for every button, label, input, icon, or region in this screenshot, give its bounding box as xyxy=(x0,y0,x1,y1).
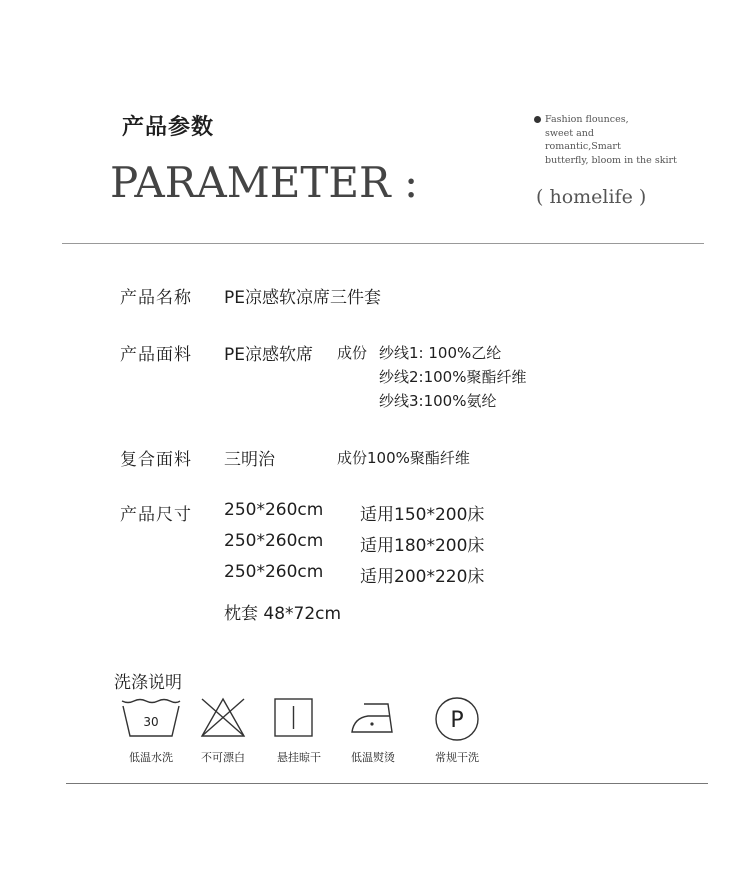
param-label-size: 产品尺寸 xyxy=(120,505,192,525)
page-title: 产品参数 xyxy=(122,115,215,140)
tagline-line: butterfly, bloom in the skirt xyxy=(545,154,677,166)
param-value-composite: 三明治 xyxy=(224,450,275,470)
param-value-name: PE凉感软凉席三件套 xyxy=(224,288,381,308)
bullet-dot-icon xyxy=(534,116,541,123)
size-value: 250*260cm xyxy=(224,500,324,520)
page-subtitle: PARAMETER : xyxy=(110,158,419,207)
care-label: 低温熨烫 xyxy=(351,751,395,764)
tagline-line: sweet and xyxy=(545,127,594,139)
divider xyxy=(62,243,704,244)
care-label: 悬挂晾干 xyxy=(277,751,321,764)
param-comp-label: 成份 xyxy=(337,344,368,362)
care-label: 低温水洗 xyxy=(129,751,173,764)
wash-temp: 30 xyxy=(143,715,159,729)
size-fit: 适用180*200床 xyxy=(360,536,485,556)
dry-clean-icon xyxy=(434,696,480,742)
param-comp-line: 纱线3:100%氨纶 xyxy=(379,392,497,410)
param-label-fabric: 产品面料 xyxy=(120,345,192,365)
param-comp-line: 纱线1: 100%乙纶 xyxy=(379,344,502,362)
param-label-composite: 复合面料 xyxy=(120,450,192,470)
size-fit: 适用150*200床 xyxy=(360,505,485,525)
param-value-fabric: PE凉感软席 xyxy=(224,345,313,365)
low-iron-icon xyxy=(350,700,396,736)
tagline xyxy=(534,113,677,167)
pillow-size: 枕套 48*72cm xyxy=(224,604,342,624)
param-comp-composite: 成份100%聚酯纤维 xyxy=(337,449,470,467)
tagline-line: romantic,Smart xyxy=(545,141,621,152)
size-value: 250*260cm xyxy=(224,562,324,582)
no-bleach-icon xyxy=(200,696,246,738)
param-comp-line: 纱线2:100%聚酯纤维 xyxy=(379,368,527,386)
care-label: 不可漂白 xyxy=(201,751,245,764)
brand-name: ( homelife ) xyxy=(536,186,647,208)
tagline-line: Fashion flounces, xyxy=(545,114,629,125)
size-value: 250*260cm xyxy=(224,531,324,551)
care-title: 洗涤说明 xyxy=(114,673,182,693)
hang-dry-icon xyxy=(274,698,314,738)
param-label-name: 产品名称 xyxy=(120,288,192,308)
divider xyxy=(66,783,708,784)
wash-tub-icon xyxy=(120,698,182,738)
dry-clean-letter: P xyxy=(450,708,464,733)
size-fit: 适用200*220床 xyxy=(360,567,485,587)
care-label: 常规干洗 xyxy=(435,751,479,764)
